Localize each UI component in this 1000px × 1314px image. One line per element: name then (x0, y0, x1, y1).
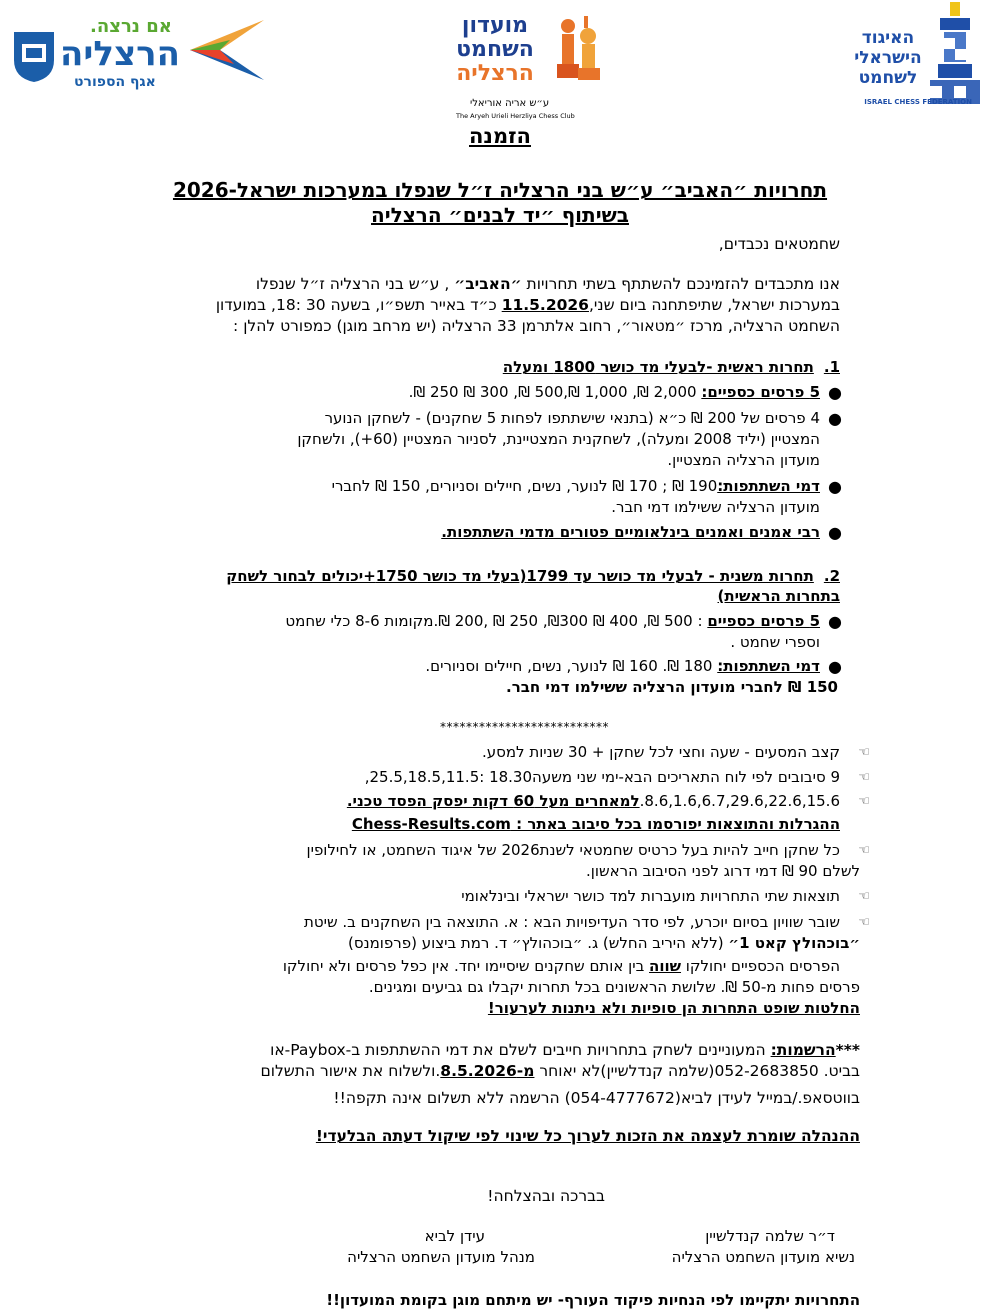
city-tagline: אם נרצה. (90, 16, 172, 37)
section1-fees-l2: מועדון הרצליה ששילמו דמי חבר. (611, 498, 820, 516)
section1-prizes-label: 5 פרסים כספיים: (701, 383, 820, 401)
club-sub-hebrew: ע״ש אריה אוריאלי (470, 98, 550, 109)
section2-num: 2. (823, 567, 840, 585)
section1-title (503, 358, 840, 376)
section2-title-l2: בתחרות הראשית) (717, 587, 840, 605)
intro-l1a: אנו מתכבדים להזמינכם להשתתף בשתי תחרויות (521, 275, 840, 293)
section1-fees-text: 190 ₪ ; 170 ₪ לנוער, נשים, חיילים וסניורים, 150 ₪ לחברי (331, 477, 718, 495)
rule-r3b: למאחרים מעל 60 דקות יפסק הפסד טכני. (346, 792, 640, 810)
signature-president (615, 1226, 855, 1268)
bullet-icon: ● (828, 409, 842, 428)
section1-exempt-text: רבי אמנים ואמנים בינלאומיים פטורים מדמי השתתפות. (441, 523, 820, 541)
rule-r3a: 8.6,1.6,6.7,29.6,22.6,15.6. (639, 792, 840, 810)
city-logo (10, 14, 270, 94)
section1-title-text: תחרות ראשית -לבעלי מד כושר 1800 ומעלה (502, 358, 814, 376)
section1-prizes (180, 382, 842, 403)
pointing-hand-icon: ☜ (858, 794, 870, 809)
rule-card (160, 840, 870, 882)
section2-title-l1: תחרות משנית - לבעלי מד כושר עד 1799(בעלי מד כושר 1750+יכולים לבחור לשחק (226, 567, 814, 585)
bullet-icon: ● (828, 477, 842, 496)
city-name: הרצליה (60, 34, 180, 74)
club-sub-english: The Aryeh Urieli Herzliya Chess Club (456, 112, 575, 120)
intro-l2a: במערכות ישראל, שתיפתחנה ביום שני, (588, 296, 840, 314)
federation-name-line2: הישראלי (854, 48, 922, 68)
signature-president-role: נשיא מועדון השחמט הרצליה (671, 1248, 855, 1266)
signature-manager (275, 1226, 535, 1268)
rule-r7-l1: שובר שוויון בסיום יוכרע, לפי סדר העדיפויות הבא : א. התוצאה בין השחקנים ב. שיטת (304, 913, 840, 931)
pointing-hand-icon: ☜ (858, 843, 870, 858)
chess-pieces-icon (554, 14, 604, 84)
rule-r6: תוצאות שתי התחרויות מועברות למד כושר ישראלי ובינלאומי (461, 887, 840, 905)
title-line2: בשיתוף ״יד לבנים״ הרצליה (371, 203, 629, 227)
bullet-icon: ● (828, 383, 842, 402)
registration-l1c: המעוניינים לשחק בתחרויות חייבים לשלם את דמי ההשתתפות ב-Paybox-או (270, 1041, 771, 1059)
rule-time-control (160, 742, 870, 763)
registration-l2a: בביט. 052-2683850(שלמה קנדלשיין)לא יאוחר (534, 1062, 860, 1080)
intro-l2c: כ״ד באייר תשפ״ו, בשעה 30 :18, במועדון (215, 296, 502, 314)
section1-exempt (180, 522, 842, 543)
rule-r8-l1c: בין אותם שחקנים שיסיימו יחד. אין כפל פרסים ולא יחולקו (282, 957, 650, 975)
club-name-line1: מועדון (461, 13, 529, 38)
rule-r4: ההגרלות והתוצאות יפורסמו בכל סיבוב באתר : Chess-Results.com (351, 815, 840, 833)
intro-l1c: , ע״ש בני הרצליה ז״ל שנפלו (255, 275, 455, 293)
rule-prize-split (160, 956, 860, 1019)
title-line1: תחרויות ״האביב״ ע״ש בני הרצליה ז״ל שנפלו במערכות ישראל-2026 (172, 178, 828, 202)
rule-rating (160, 886, 870, 907)
section2-fees-label: דמי השתתפות: (717, 657, 820, 675)
city-seal-text: הרצליה (18, 22, 45, 31)
city-arrow-icon (190, 20, 264, 82)
rule-r8-l1a: הפרסים הכספיים יחולקו (681, 957, 840, 975)
rule-tiebreak (160, 912, 870, 954)
rule-r7-l2a: ״בוכהולץ קאט 1״ (728, 934, 860, 952)
pointing-hand-icon: ☜ (858, 745, 870, 760)
rule-r8-l2: פרסים פחות מ-50 ₪. שלושת הראשונים בכל תחרות יקבלו גם גביעים ומגינים. (368, 978, 860, 996)
registration (160, 1040, 860, 1109)
separator: ************************** (440, 720, 609, 734)
signature-president-name: ד״ר שלמה קנדלשיין (705, 1227, 835, 1245)
rule-r9: החלטות שופט התחרות הן סופיות ולא ניתנות לערעור! (487, 999, 860, 1017)
pointing-hand-icon: ☜ (858, 770, 870, 785)
section1-b2-l1: 4 פרסים של 200 ₪ כ״א (בתנאי שישתתפו לפחות 5 שחקנים) - לשחקן הנוער (324, 409, 820, 427)
section2-prizes-label: 5 פרסים כספיים (707, 612, 820, 630)
section1-b2-l3: מועדון הרצליה המצטיין. (667, 451, 820, 469)
rule-results-site (160, 814, 840, 835)
rule-r2: 9 סיבובים לפי לוח התאריכים הבא-ימי שני משעה18.30 :25.5,18.5,11.5, (364, 768, 840, 786)
bullet-icon: ● (828, 612, 842, 631)
section1-fees-label: דמי השתתפות: (717, 477, 820, 495)
club-name-line3: הרצליה (456, 61, 534, 86)
section1-prizes-text: 2,000 ₪, 1,000 ₪,500 ₪, 300 ₪ 250 ₪. (408, 383, 702, 401)
registration-l2c: .ולשלוח את אישור התשלום (260, 1062, 441, 1080)
section1-num: 1. (823, 358, 840, 376)
club-name-line2: השחמט (456, 37, 534, 62)
bullet-icon: ● (828, 657, 842, 676)
signature-manager-role: מנהל מועדון השחמט הרצליה (347, 1248, 535, 1266)
intro-l3: השחמט הרצליה, מרכז ״מטאור״, רחוב אלתרמן 33 הרצליה (יש מרחב מוגן) כמפורט להלן : (233, 317, 840, 335)
greeting: שחמטאים נכבדים, (718, 235, 840, 253)
registration-l3: בווטסאפ./במייל לעידן לביא(054-4777672) הרשמה ללא תשלום אינה תקפה!! (333, 1089, 860, 1107)
rule-r7-l2b: (ללא היריב החלש) ג. ״בוכהולץ״ ד. רמת ביצוע (פרפומנס) (348, 934, 729, 952)
pointing-hand-icon: ☜ (858, 915, 870, 930)
rule-r8-l1b: שווה (649, 957, 682, 975)
city-dept: אגף הספורט (74, 74, 156, 90)
section2-fees (180, 656, 842, 698)
registration-deadline: מ-8.5.2026 (440, 1062, 535, 1080)
federation-name-line3: לשחמט (858, 68, 918, 88)
section2-prizes-l2: וספרי שחמט . (730, 633, 820, 651)
rule-rounds (160, 767, 870, 788)
intro-l1b: ״האביב״ (454, 275, 522, 293)
pointing-hand-icon: ☜ (858, 889, 870, 904)
registration-label: הרשמות: (770, 1041, 836, 1059)
footer-note: התחרויות יתקיימו לפי הנחיות פיקוד העורף- יש מיתחם מוגן בקומת המועדון!! (326, 1291, 860, 1309)
closing: בברכה ובהצלחה! (487, 1187, 605, 1205)
rule-r5-l2: לשלם 90 ₪ דמי דרוג לפני הסיבוב הראשון. (586, 862, 860, 880)
section1-special-prizes (180, 408, 842, 471)
city-seal-icon (12, 24, 56, 84)
section2-fees-l2: 150 ₪ לחברי מועדון הרצליה ששילמו דמי חבר. (506, 678, 838, 696)
rule-r1: קצב המסעים - שעה וחצי לכל שחקן + 30 שניות למסע. (481, 743, 840, 761)
bullet-icon: ● (828, 523, 842, 542)
page-heading: הזמנה (469, 124, 531, 148)
club-logo (440, 10, 610, 125)
section2-title (160, 566, 840, 606)
section2-prizes (180, 611, 842, 653)
section2-prizes-text: : 500 ₪, 400 ₪ ₪300, 250 ₪ ,200 ₪.מקומות 8-6 כלי שחמט (285, 612, 708, 630)
registration-stars: *** (835, 1041, 860, 1059)
rule-r5-l1: כל שחקן חייב להיות בעל כרטיס שחמטאי לשנת2026 של איגוד השחמט, או לחילופין (306, 841, 840, 859)
intro-paragraph (140, 274, 840, 337)
management-note: ההנהלה שומרת לעצמה את הזכות לערוך כל שינוי לפי שיקול דעתה הבלעדי! (315, 1127, 860, 1145)
federation-sub: ISRAEL CHESS FEDERATION (864, 98, 972, 106)
section2-fees-text: 180 ₪. 160 ₪ לנוער, נשים, חיילים וסניורים. (425, 657, 718, 675)
intro-date: 11.5.2026 (501, 296, 589, 314)
federation-logo (830, 0, 1000, 115)
federation-name-line1: האיגוד (861, 28, 915, 48)
section1-b2-l2: המצטיין (יליד 2008 ומעלה), לשחקנית המצטיינת, לסניור המצטיין (60+), ולשחקן (297, 430, 820, 448)
rule-dates (160, 791, 870, 812)
signature-manager-name: עידן לביא (424, 1227, 485, 1245)
section1-fees (180, 476, 842, 518)
